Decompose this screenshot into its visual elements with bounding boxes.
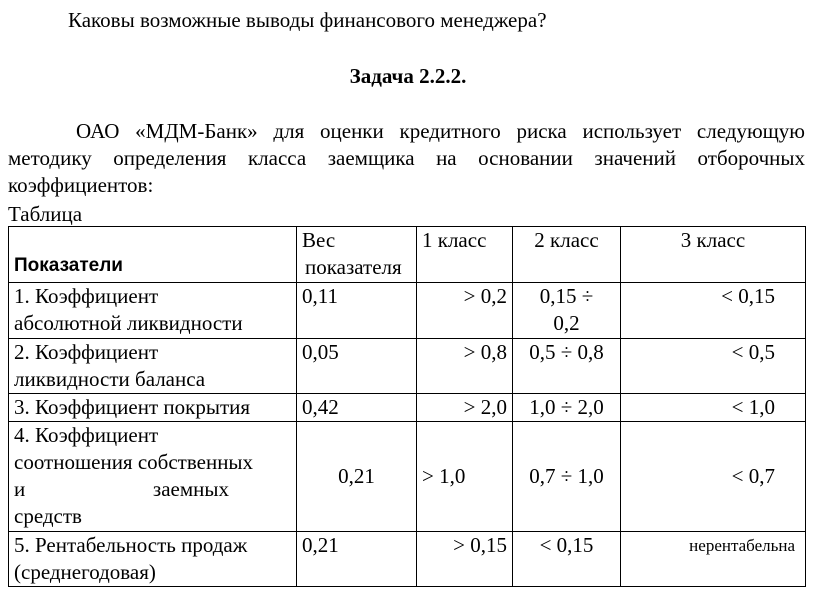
row1-class1: > 0,2 (417, 283, 513, 339)
row2-weight: 0,05 (297, 339, 417, 394)
header-weight (297, 227, 417, 283)
row4-class3: < 0,7 (621, 422, 806, 532)
row1-weight: 0,11 (297, 283, 417, 339)
row4-indicator (9, 422, 297, 532)
row4-weight: 0,21 (297, 422, 417, 532)
table-caption: Таблица (8, 202, 83, 226)
table-row-2 (9, 339, 806, 394)
task-paragraph (8, 118, 805, 199)
table-header-row (9, 227, 806, 283)
task-title: Задача 2.2.2. (349, 64, 467, 88)
row4-indicator-line2: соотношения собственных (14, 450, 254, 474)
header-weight-line2: показателя (305, 255, 402, 279)
row4-class2: 0,7 ÷ 1,0 (513, 422, 621, 532)
row4-indicator-word-and: и (14, 477, 26, 501)
row3-weight: 0,42 (297, 394, 417, 422)
row1-indicator-line1: 1. Коэффициент (14, 284, 159, 308)
row1-class2-line2: 0,2 (553, 311, 580, 335)
header-class1: 1 класс (417, 227, 513, 283)
header-class3: 3 класс (621, 227, 806, 283)
row3-class1: > 2,0 (417, 394, 513, 422)
row1-indicator-line2: абсолютной ликвидности (14, 311, 243, 335)
task-paragraph-text: ОАО «МДМ-Банк» для оценки кредитного риска использует следующую методику определения класса заемщика на основании значений отборочных коэффициентов: (8, 119, 805, 197)
row1-class2 (513, 283, 621, 339)
criteria-table (8, 226, 806, 587)
row4-indicator-line4: средств (14, 504, 82, 528)
row1-class3: < 0,15 (621, 283, 806, 339)
row2-indicator (9, 339, 297, 394)
row3-indicator: 3. Коэффициент покрытия (9, 394, 297, 422)
row5-class2: < 0,15 (513, 532, 621, 587)
row4-indicator-word-borrowed: заемных (152, 477, 229, 501)
row2-indicator-line2: ликвидности баланса (14, 367, 206, 391)
header-indicator: Показатели (9, 227, 297, 283)
row5-class3: нерентабельна (621, 532, 806, 587)
table-row-5 (9, 532, 806, 587)
table-row-4 (9, 422, 806, 532)
row5-indicator (9, 532, 297, 587)
row4-indicator-line3 (14, 476, 291, 503)
row3-class2: 1,0 ÷ 2,0 (513, 394, 621, 422)
header-class2: 2 класс (513, 227, 621, 283)
row3-class3: < 1,0 (621, 394, 806, 422)
row5-indicator-line2: (среднегодовая) (14, 560, 156, 584)
row2-class2: 0,5 ÷ 0,8 (513, 339, 621, 394)
row5-class1: > 0,15 (417, 532, 513, 587)
header-weight-line1: Вес (302, 228, 336, 252)
row1-class2-line1: 0,15 ÷ (539, 284, 594, 308)
row4-class1: > 1,0 (417, 422, 513, 532)
table-row-1 (9, 283, 806, 339)
row4-indicator-line1: 4. Коэффициент (14, 423, 159, 447)
row2-class1: > 0,8 (417, 339, 513, 394)
row2-indicator-line1: 2. Коэффициент (14, 340, 159, 364)
row2-class3: < 0,5 (621, 339, 806, 394)
table-row-3 (9, 394, 806, 422)
row5-weight: 0,21 (297, 532, 417, 587)
row5-indicator-line1: 5. Рентабельность продаж (14, 533, 248, 557)
row1-indicator (9, 283, 297, 339)
question-text: Каковы возможные выводы финансового менеджера? (68, 8, 547, 32)
